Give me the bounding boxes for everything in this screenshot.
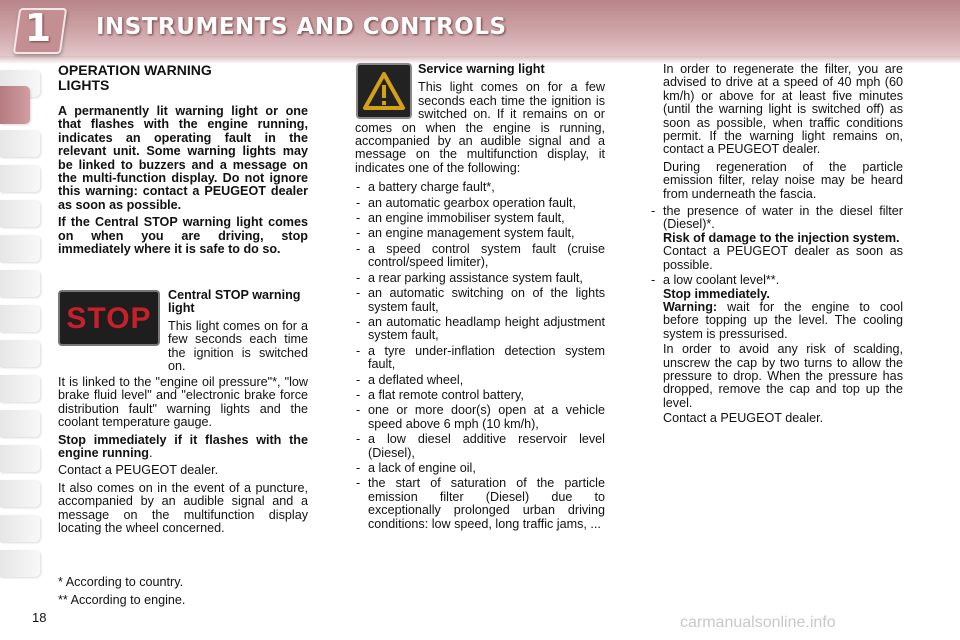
stop-image-text: STOP	[66, 302, 152, 335]
linked-text: It is linked to the "engine oil pressure"*, "low brake fluid level" and "electronic brake force distribution fault" warning lights and the coolant temperature gauge.	[58, 375, 308, 430]
list-item: - an automatic headlamp height adjustment system fault,	[355, 316, 605, 343]
water-item-text: - the presence of water in the diesel filter (Diesel)*.	[663, 204, 903, 232]
stop-warning-light-image	[58, 290, 160, 346]
list-item-water	[650, 205, 903, 272]
regeneration-noise-text: During regeneration of the particle emission filter, relay noise may be heard from underneath the fascia.	[663, 159, 903, 201]
scald-text: In order to avoid any risk of scalding, unscrew the cap by two turns to allow the pressure to drop. When the pressure has dropped, remove the cap and top up the level.	[663, 342, 903, 410]
fault-list	[355, 181, 605, 531]
chapter-tab[interactable]	[0, 550, 40, 577]
page-number: 18	[32, 610, 47, 625]
chapter-tab[interactable]	[0, 235, 40, 262]
chapter-tab[interactable]	[0, 410, 40, 437]
list-item: - a low diesel additive reservoir level (Diesel),	[355, 433, 605, 460]
list-item: - a deflated wheel,	[355, 374, 605, 387]
page-title: INSTRUMENTS AND CONTROLS	[96, 14, 507, 40]
footnotes	[58, 573, 185, 609]
central-stop-text: This light comes on for a few seconds each time the ignition is switched on.	[168, 318, 308, 374]
list-item: - an engine management system fault,	[355, 227, 605, 240]
chapter-tab[interactable]	[0, 130, 40, 157]
coolant-item-text: - a low coolant level**.	[663, 273, 780, 288]
contact-dealer: Contact a PEUGEOT dealer.	[58, 463, 219, 478]
coolant-stop: Stop immediately.	[663, 286, 770, 301]
intro-warning: A permanently lit warning light or one that flashes with the engine running, indicates an operating fault in the relevant unit. Some warning lights may be linked to buzzers and a message on the multi-function display. Do not ignore this warning: contact a PEUGEOT dealer as soon as possible.	[58, 104, 308, 212]
final-contact: Contact a PEUGEOT dealer.	[663, 411, 824, 426]
water-contact: Contact a PEUGEOT dealer as soon as possible.	[663, 244, 903, 272]
central-stop-warning: If the Central STOP warning light comes on when you are driving, stop immediately where it is safe to do so.	[58, 215, 308, 257]
list-item: - an automatic switching on of the lights system fault,	[355, 287, 605, 314]
puncture-text: It also comes on in the event of a puncture, accompanied by an audible signal and a message on the multifunction display locating the wheel concerned.	[58, 480, 308, 536]
stop-flash-end: .	[148, 446, 153, 461]
chapter-tab[interactable]	[0, 340, 40, 367]
list-item: - a lack of engine oil,	[355, 462, 605, 475]
list-item: - a tyre under-inflation detection system fault,	[355, 345, 605, 372]
footnote-engine: ** According to engine.	[58, 593, 186, 607]
central-stop-block	[168, 289, 308, 377]
list-item: - the start of saturation of the particle emission filter (Diesel) due to exceptionally prolonged urban driving conditions: low speed, long traffic jams, ...	[355, 477, 605, 531]
stop-flash-warning: Stop immediately if it flashes with the engine running	[58, 432, 308, 461]
chapter-number: 1	[24, 6, 52, 50]
extra-fault-list	[650, 205, 903, 426]
chapter-tab-active[interactable]	[0, 86, 30, 124]
warning-text: wait for the engine to cool before topping up the level. The cooling system is pressurised.	[663, 299, 903, 341]
list-item: - a rear parking assistance system fault,	[355, 272, 605, 285]
list-item: - a battery charge fault*,	[355, 181, 605, 194]
watermark: carmanualsonline.info	[680, 614, 836, 631]
list-item: - a speed control system fault (cruise control/speed limiter),	[355, 243, 605, 270]
chapter-tab[interactable]	[0, 270, 40, 297]
chapter-tab[interactable]	[0, 515, 40, 542]
chapter-tab[interactable]	[0, 200, 40, 227]
section-heading: OPERATION WARNING LIGHTS	[58, 62, 212, 93]
chapter-tab[interactable]	[0, 375, 40, 402]
column-1	[58, 63, 308, 260]
list-item: - a flat remote control battery,	[355, 389, 605, 402]
service-warning-text: This light comes on for a few seconds each time the ignition is switched on. If it remains on or comes on when the engine is running, accompanied by an audible signal and a message on the multifunction display, it indicates one of the following:	[355, 80, 605, 175]
chapter-tab[interactable]	[0, 305, 40, 332]
list-item: - an engine immobiliser system fault,	[355, 212, 605, 225]
central-stop-title: Central STOP warning light	[168, 288, 301, 316]
service-warning-title: Service warning light	[418, 62, 545, 76]
list-item: - one or more door(s) open at a vehicle speed above 6 mph (10 km/h),	[355, 404, 605, 431]
list-item-coolant	[650, 274, 903, 425]
column-1-lower	[58, 376, 308, 539]
chapter-tab[interactable]	[0, 480, 40, 507]
chapter-tab[interactable]	[0, 165, 40, 192]
warning-label: Warning:	[663, 299, 718, 314]
list-item: - an automatic gearbox operation fault,	[355, 197, 605, 210]
chapter-tab[interactable]	[0, 445, 40, 472]
footnote-country: * According to country.	[58, 575, 184, 589]
regeneration-text: In order to regenerate the filter, you are advised to drive at a speed of 40 mph (60 km/h) or above for at least five minutes (until the warning light is switched off) as soon as possible, when traffic conditions permit. If the warning light remains on, contact a PEUGEOT dealer.	[663, 62, 903, 157]
injection-risk: Risk of damage to the injection system.	[663, 230, 900, 245]
column-3	[650, 63, 903, 428]
column-2	[355, 63, 605, 533]
